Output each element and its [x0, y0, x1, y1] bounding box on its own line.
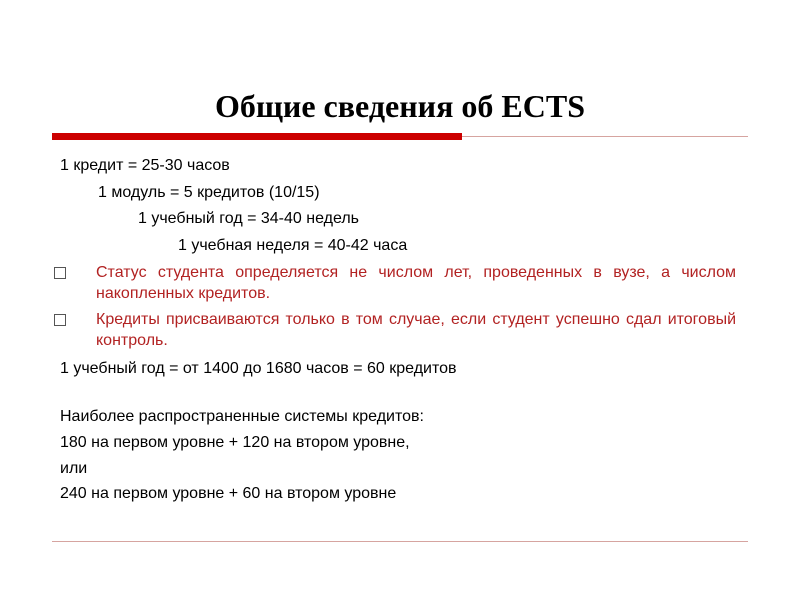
equivalence-year: 1 учебный год = 34-40 недель [138, 210, 360, 227]
equivalence-module: 1 модуль = 5 кредитов (10/15) [98, 184, 320, 201]
title-accent-bar [52, 133, 462, 140]
systems-heading: Наиболее распространенные системы кредитов: [60, 408, 424, 425]
equivalence-credit: 1 кредит = 25-30 часов [60, 157, 230, 174]
checkbox-bullet-icon [54, 314, 66, 326]
systems-option-1: 180 на первом уровне + 120 на втором уровне, [60, 434, 410, 451]
systems-option-2: 240 на первом уровне + 60 на втором уровне [60, 485, 397, 502]
equivalence-week: 1 учебная неделя = 40-42 часа [178, 237, 408, 254]
bullet-credits-awarded: Кредиты присваиваются только в том случае, если студент успешно сдал итоговый контроль. [96, 311, 736, 349]
year-total: 1 учебный год = от 1400 до 1680 часов = 60 кредитов [60, 360, 457, 377]
checkbox-bullet-icon [54, 267, 66, 279]
systems-or: или [60, 460, 88, 477]
slide-title: Общие сведения об ECTS [215, 88, 585, 124]
footer-rule [52, 541, 748, 542]
bullet-student-status: Статус студента определяется не числом лет, проведенных в вузе, а числом накопленных кредитов. [96, 264, 736, 302]
